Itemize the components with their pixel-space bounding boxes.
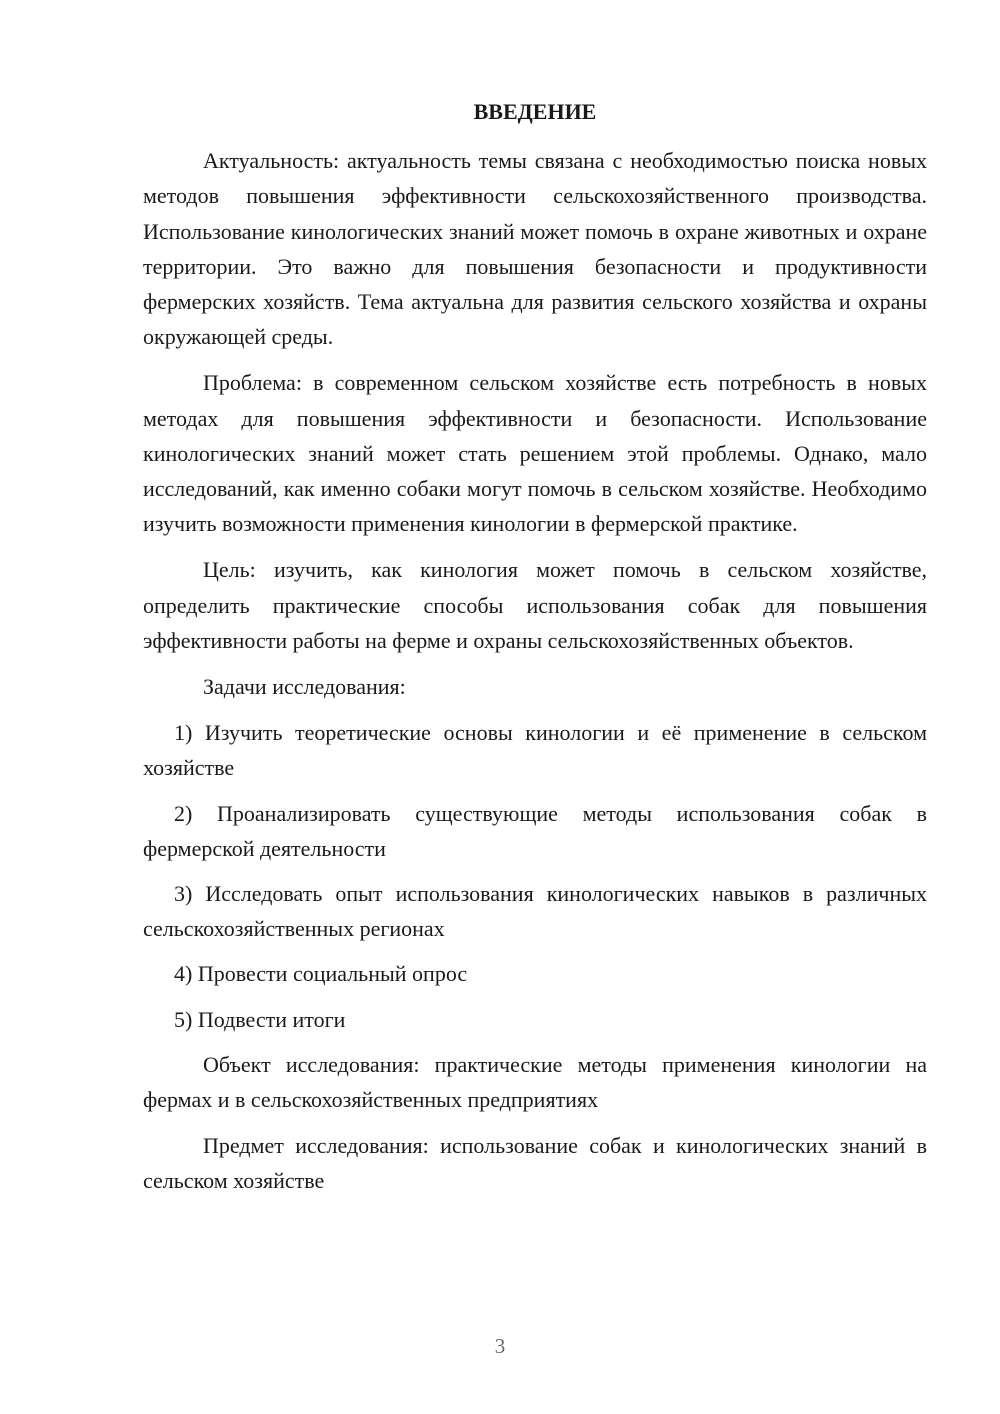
problem-paragraph: Проблема: в современном сельском хозяйстве есть потребность в новых методах для повышения эффективности и безопасности. Использование кинологических знаний может стать решением этой проблемы. Однако, мало исследований, как именно собаки могут помочь в сельском хозяйстве. Необходимо изучить возможности применения кинологии в фермерской практике.	[143, 370, 927, 537]
task-item: 1) Изучить теоретические основы кинологии и её применение в сельском хозяйстве	[143, 720, 927, 781]
task-item: 3) Исследовать опыт использования кинологических навыков в различных сельскохозяйственных регионах	[143, 881, 927, 942]
object-paragraph: Объект исследования: практические методы применения кинологии на фермах и в сельскохозяйственных предприятиях	[143, 1051, 927, 1113]
relevance-paragraph: Актуальность: актуальность темы связана с необходимостью поиска новых методов повышения эффективности сельскохозяйственного производства. Использование кинологических знаний может помочь в охране животных и охране территории. Это важно для повышения безопасности и продуктивности фермерских хозяйств. Тема актуальна для развития сельского хозяйства и охраны окружающей среды.	[143, 148, 927, 350]
task-item: 5) Подвести итоги	[174, 1006, 346, 1032]
task-item: 2) Проанализировать существующие методы использования собак в фермерской деятельности	[143, 800, 927, 861]
tasks-list	[143, 715, 927, 1037]
goal-paragraph: Цель: изучить, как кинология может помочь в сельском хозяйстве, определить практические способы использования собак для повышения эффективности работы на ферме и охраны сельскохозяйственных объектов.	[143, 557, 927, 653]
tasks-heading: Задачи исследования:	[203, 674, 406, 700]
page-number: 3	[494, 1334, 506, 1358]
section-title: ВВЕДЕНИЕ	[473, 99, 597, 124]
document-page	[143, 94, 927, 1210]
task-item: 4) Провести социальный опрос	[174, 961, 468, 987]
subject-paragraph: Предмет исследования: использование собак и кинологических знаний в сельском хозяйстве	[143, 1133, 927, 1194]
